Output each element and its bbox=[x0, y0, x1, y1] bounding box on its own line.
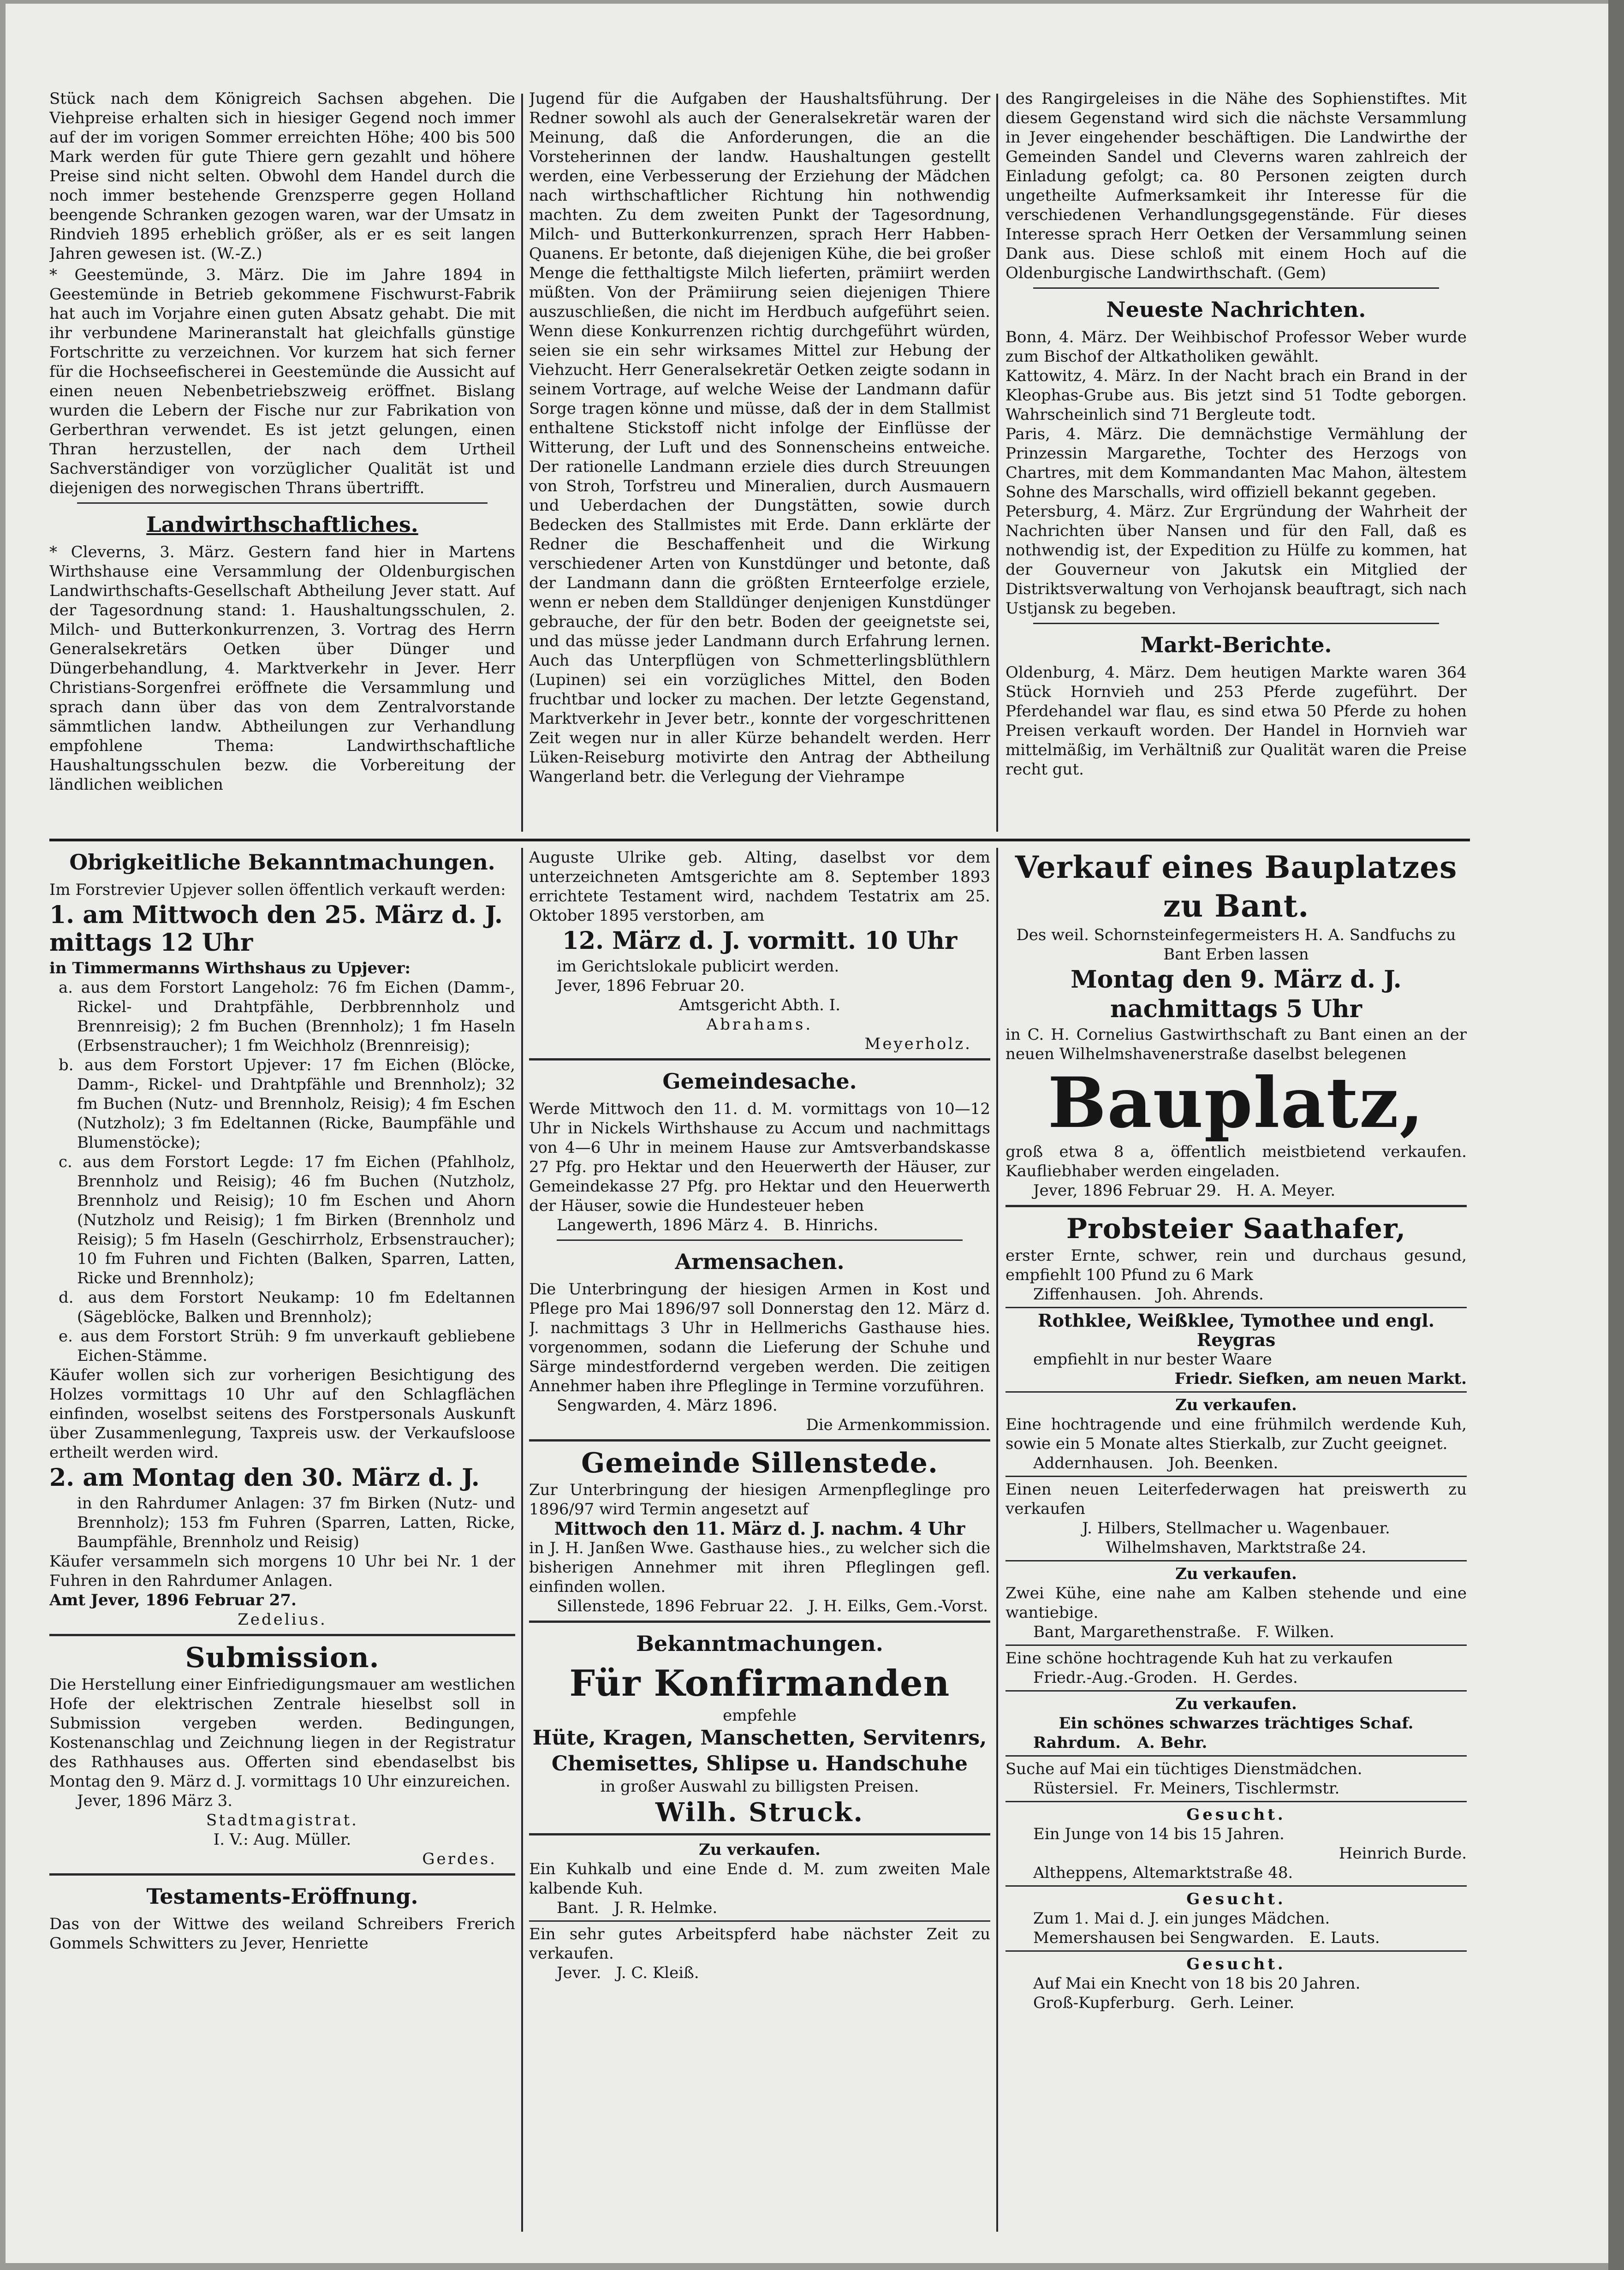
zu-verkaufen-title: Zu verkaufen. bbox=[699, 1841, 821, 1859]
konfirmanden-title: Für Konfirmanden bbox=[569, 1662, 950, 1704]
schoene-kuh-sig: Friedr.-Aug.-Groden. H. Gerdes. bbox=[1033, 1668, 1298, 1687]
testament-date: 12. März d. J. vormitt. 10 Uhr bbox=[562, 927, 958, 955]
divider bbox=[1005, 1950, 1467, 1952]
divider bbox=[1005, 1644, 1467, 1646]
auction-date-2: 2. am Montag den 30. März d. J. bbox=[49, 1464, 480, 1492]
zu-verkaufen-kuh-sig: Addernhausen. Joh. Beenken. bbox=[1033, 1454, 1279, 1472]
submission-sig-3: Gerdes. bbox=[422, 1850, 497, 1868]
amt-signature: Zedelius. bbox=[238, 1610, 327, 1629]
divider bbox=[529, 1920, 990, 1922]
top-column-2 bbox=[529, 89, 990, 832]
buyers-note-2: Käufer versammeln sich morgens 10 Uhr bei Nr. 1 der Fuhren in den Rahrdumer Anlagen. bbox=[49, 1552, 515, 1590]
testament-dated: Jever, 1896 Februar 20. bbox=[557, 977, 745, 995]
market-oldenburg: Oldenburg, 4. März. Dem heutigen Markte waren 364 Stück Hornvieh und 253 Pferde zugeführt. Der Pferdehandel war flau, es sind etwa 50 Pferde zu hohen Preisen verkauft worden. Der Handel in Hornvieh war mittelmäßig, im Verhältniß zur Qualität waren die Preise recht gut. bbox=[1005, 663, 1467, 779]
gesucht-3-title: Gesucht. bbox=[1186, 1955, 1286, 1973]
bottom-column-3 bbox=[1005, 848, 1467, 2241]
arbeitspferd-text: Ein sehr gutes Arbeitspferd habe nächster Zeit zu verkaufen. bbox=[529, 1925, 990, 1963]
bottom-column-1 bbox=[49, 848, 515, 2241]
rothklee-text: empfiehlt in nur bester Waare bbox=[1033, 1350, 1272, 1369]
divider bbox=[49, 1634, 515, 1636]
sillenstede-text-2: in J. H. Janßen Wwe. Gasthause hies., zu welcher sich die bisherigen Annehmer mit ihren Pfleglingen gefl. einfinden wollen. bbox=[529, 1539, 990, 1596]
leiterwagen-sig-1: J. Hilbers, Stellmacher u. Wagenbauer. bbox=[1082, 1519, 1390, 1537]
rothklee-sig: Friedr. Siefken, am neuen Markt. bbox=[1174, 1370, 1467, 1388]
testament-text: Das von der Wittwe des weiland Schreibers Frerich Gommels Schwitters zu Jever, Henriette bbox=[49, 1915, 515, 1953]
konfirmanden-empfehle: empfehle bbox=[723, 1706, 797, 1725]
sillenstede-sig: Sillenstede, 1896 Februar 22. J. H. Eilks, Gem.-Vorst. bbox=[557, 1597, 988, 1615]
article-cleverns: * Cleverns, 3. März. Gestern fand hier in Martens Wirthshause eine Versammlung der Oldenburgischen Landwirthschafts-Gesellschaft Abtheilung Jever statt. Auf der Tagesordnung stand: 1. Haushaltungsschulen, 2. Milch- und Butterkonkurrenzen, 3. Vortrag des Herrn Generalsekretärs Oetken über Dünger und Düngerbehandlung, 4. Marktverkehr in Jever. Herr Christians-Sorgenfrei eröffnete die Versammlung und sprach dann über das von dem Zentralvorstande sämmtlichen landw. Abtheilungen zur Verhandlung empfohlene Thema: Landwirthschaftliche Haushaltungsschulen bezw. die Vorbereitung der ländlichen weiblichen bbox=[49, 543, 515, 794]
divider bbox=[1005, 1755, 1467, 1757]
divider bbox=[1005, 1307, 1467, 1308]
bauplatz-date-1: Montag den 9. März d. J. bbox=[1071, 965, 1402, 994]
submission-sig-1: Stadtmagistrat. bbox=[206, 1811, 358, 1829]
gesucht-1-title: Gesucht. bbox=[1186, 1805, 1286, 1824]
gesucht-2-text: Zum 1. Mai d. J. ein junges Mädchen. bbox=[1033, 1909, 1330, 1928]
column-rule bbox=[996, 94, 998, 832]
gesucht-1-sig-2: Altheppens, Altemarktstraße 48. bbox=[1033, 1864, 1293, 1882]
column-rule bbox=[521, 848, 523, 2232]
bauplatz-date-2: nachmittags 5 Uhr bbox=[1110, 995, 1362, 1023]
divider bbox=[529, 1833, 990, 1835]
zu-verkaufen-kuh-text: Eine hochtragende und eine frühmilch werdende Kuh, sowie ein 5 Monate altes Stierkalb, zur Zucht geeignet. bbox=[1005, 1415, 1467, 1453]
news-paris: Paris, 4. März. Die demnächstige Vermählung der Prinzessin Margarethe, Tochter des Herzogs von Chartres, mit dem Kommandanten Mac Mahon, ältestem Sohne des Marschalls, wird offiziell bekannt gegeben. bbox=[1005, 425, 1467, 501]
armensachen-sig: Die Armenkommission. bbox=[806, 1416, 990, 1434]
konfirmanden-auswahl: in großer Auswahl zu billigsten Preisen. bbox=[600, 1777, 919, 1796]
gemeindesache-title: Gemeindesache. bbox=[662, 1069, 857, 1094]
testament-title: Testaments-Eröffnung. bbox=[146, 1884, 418, 1909]
testament-clerk: Meyerholz. bbox=[864, 1035, 972, 1053]
divider bbox=[529, 1621, 990, 1623]
sillenstede-title: Gemeinde Sillenstede. bbox=[581, 1447, 938, 1479]
section-separator bbox=[49, 839, 1470, 841]
article-viehpreise: Stück nach dem Königreich Sachsen abgehen. Die Viehpreise erhalten sich in hiesiger Gegend noch immer auf der im vorigen Sommer erreichten Höhe; 400 bis 500 Mark werden für gute Thiere gern gezahlt und höhere Preise sind nicht selten. Obwohl dem Handel durch die noch immer bestehende Grenzsperre gegen Holland beengende Schranken gezogen waren, war der Umsatz in Rindvieh 1895 erheblich größer, als er es seit langen Jahren gewesen ist. (W.-Z.) bbox=[49, 89, 515, 263]
divider bbox=[1005, 1560, 1467, 1561]
bottom-column-2 bbox=[529, 848, 990, 2241]
divider bbox=[1005, 1690, 1467, 1692]
section-neueste-nachrichten: Neueste Nachrichten. bbox=[1106, 297, 1366, 322]
zwei-kuehe-text: Zwei Kühe, eine nahe am Kalben stehende und eine wantiebige. bbox=[1005, 1584, 1467, 1622]
article-geestemuende: * Geestemünde, 3. März. Die im Jahre 1894 in Geestemünde in Betrieb gekommene Fischwurst-Fabrik hat auch im Vorjahre einen guten Absatz gehabt. Die mit ihr verbundene Marineranstalt hat gleichfalls günstige Fortschritte zu verzeichnen. Vor kurzem hat sich ferner für die Hochseefischerei in Geestemünde die Aussicht auf einen neuen Nebenbetriebszweig eröffnet. Bislang wurden die Lebern der Fische nur zur Fabrikation von Gerberthran verwendet. Es ist jetzt gelungen, einen Thran herzustellen, der nach dem Urtheil Sachverständiger von vorzüglicher Qualität ist und diejenigen des norwegischen Thrans übertrifft. bbox=[49, 266, 515, 497]
bauplatz-text-2: in C. H. Cornelius Gastwirthschaft zu Bant einen an der neuen Wilhelmshavenerstraße daselbst belegenen bbox=[1005, 1025, 1467, 1063]
armensachen-text: Die Unterbringung der hiesigen Armen in Kost und Pflege pro Mai 1896/97 soll Donnerstag den 12. März d. J. nachmittags 3 Uhr in Hellmerichs Gasthause hies. vorgenommen, sodann die Lieferung der Schuhe und Särge mindestfordernd vergeben werden. Die zeitigen Annehmer haben ihre Pfleglinge in Termine vorzuführen. bbox=[529, 1280, 990, 1395]
gesucht-3-text: Auf Mai ein Knecht von 18 bis 20 Jahren. bbox=[1033, 1974, 1361, 1993]
submission-text: Die Herstellung einer Einfriedigungsmauer am westlichen Hofe der elektrischen Zentrale hieselbst soll in Submission vergeben werden. Bedingungen, Kostenanschlag und Zeichnung liegen in der Registratur des Rathhauses aus. Offerten sind ebendaselbst bis Montag den 9. März d. J. vormittags 10 Uhr einzureichen. bbox=[49, 1675, 515, 1791]
divider bbox=[529, 1058, 990, 1061]
forest-item-b: b. aus dem Forstort Upjever: 17 fm Eichen (Blöcke, Damm-, Rickel- und Drahtpfähle und Brennholz); 32 fm Buchen (Nutz- und Brennholz, Reisig); 4 fm Eschen (Nutzholz); 3 fm Edeltannen (Ricke, Baumpfähle und Blumenstöcke); bbox=[59, 1056, 515, 1152]
forest-intro: Im Forstrevier Upjever sollen öffentlich verkauft werden: bbox=[49, 881, 506, 899]
gemeindesache-sig: Langewerth, 1896 März 4. B. Hinrichs. bbox=[557, 1216, 878, 1234]
konfirmanden-firm: Wilh. Struck. bbox=[655, 1797, 864, 1828]
article-cleverns-end: des Rangirgeleises in die Nähe des Sophienstiftes. Mit diesem Gegenstand wird sich die nächste Versammlung in Jever eingehender beschäftigen. Die Landwirthe der Gemeinden Sandel und Cleverns waren zahlreich der Einladung gefolgt; ca. 80 Personen zeigten durch ungetheilte Aufmerksamkeit ihr Interesse für die verschiedenen Verhandlungsgegenstände. Für dieses Interesse sprach Herr Oetken der Versammlung seinen Dank aus. Diese schloß mit einem Hoch auf die Oldenburgische Landwirthschaft. (Gem) bbox=[1005, 89, 1467, 282]
leiterwagen-sig-2: Wilhelmshaven, Marktstraße 24. bbox=[1106, 1538, 1367, 1557]
sillenstede-text-1: Zur Unterbringung der hiesigen Armenpfleglinge pro 1896/97 wird Termin angesetzt auf bbox=[529, 1481, 990, 1519]
bekanntmachungen-title: Bekanntmachungen. bbox=[636, 1631, 883, 1656]
sillenstede-date: Mittwoch den 11. März d. J. nachm. 4 Uhr bbox=[554, 1518, 965, 1539]
saathafer-sig: Ziffenhausen. Joh. Ahrends. bbox=[1033, 1285, 1264, 1304]
zu-verkaufen-kuh-title: Zu verkaufen. bbox=[1175, 1396, 1297, 1414]
zwei-kuehe-title: Zu verkaufen. bbox=[1175, 1565, 1297, 1583]
divider bbox=[1033, 287, 1439, 289]
divider bbox=[1005, 1476, 1467, 1477]
testament-continued: Auguste Ulrike geb. Alting, daselbst vor dem unterzeichneten Amtsgerichte am 8. September 1893 errichtete Testament wird, nachdem Testatrix am 25. Oktober 1895 verstorben, am bbox=[529, 848, 990, 925]
page-edge-shadow bbox=[1608, 0, 1624, 2270]
auction-date-1: 1. am Mittwoch den 25. März d. J. mittags 12 Uhr bbox=[49, 901, 503, 957]
gesucht-2-title: Gesucht. bbox=[1186, 1890, 1286, 1908]
arbeitspferd-sig: Jever. J. C. Kleiß. bbox=[557, 1964, 699, 1982]
divider bbox=[49, 1873, 515, 1876]
submission-sig-2: I. V.: Aug. Müller. bbox=[213, 1830, 351, 1849]
news-bonn: Bonn, 4. März. Der Weihbischof Professor Weber wurde zum Bischof der Altkatholiken gewählt. bbox=[1005, 328, 1467, 366]
newspaper-page bbox=[6, 4, 1608, 2263]
auction-items-2: in den Rahrdumer Anlagen: 37 fm Birken (Nutz- und Brennholz); 153 fm Fuhren (Sparren, Latten, Ricke, Baumpfähle, Brennholz und Reisig) bbox=[77, 1494, 515, 1551]
forest-item-c: c. aus dem Forstort Legde: 17 fm Eichen (Pfahlholz, Brennholz und Reisig); 46 fm Buchen (Nutzholz, Brennholz und Reisig); 10 fm Eschen und Ahorn (Nutzholz und Reisig); 1 fm Birken (Brennholz und Reisig); 5 fm Haseln (Geschirrholz, Erbsenstraucher); 10 fm Fuhren und Fichten (Balken, Sparren, Latten, Ricke und Brennholz); bbox=[59, 1153, 515, 1287]
forest-item-e: e. aus dem Forstort Strüh: 9 fm unverkauft gebliebene Eichen-Stämme. bbox=[59, 1327, 515, 1365]
testament-signer: Abrahams. bbox=[706, 1015, 813, 1034]
zu-verkaufen-sig: Bant. J. R. Helmke. bbox=[557, 1899, 718, 1917]
top-column-3 bbox=[1005, 89, 1467, 832]
gesucht-1-text: Ein Junge von 14 bis 15 Jahren. bbox=[1033, 1825, 1285, 1843]
schoene-kuh-text: Eine schöne hochtragende Kuh hat zu verkaufen bbox=[1005, 1649, 1393, 1668]
bauplatz-text-1: Des weil. Schornsteinfegermeisters H. A. Sandfuchs zu Bant Erben lassen bbox=[1016, 926, 1456, 964]
zu-verkaufen-text: Ein Kuhkalb und eine Ende d. M. zum zweiten Male kalbende Kuh. bbox=[529, 1860, 990, 1898]
gesucht-3-sig: Groß-Kupferburg. Gerh. Leiner. bbox=[1033, 1994, 1295, 2012]
armensachen-title: Armensachen. bbox=[675, 1249, 845, 1274]
testament-place: im Gerichtslokale publicirt werden. bbox=[557, 957, 839, 976]
bauplatz-text-3: groß etwa 8 a, öffentlich meistbietend verkaufen. Kaufliebhaber werden eingeladen. bbox=[1005, 1143, 1467, 1180]
konfirmanden-items: Hüte, Kragen, Manschetten, Servitenrs, Chemisettes, Shlipse u. Handschuhe bbox=[532, 1726, 987, 1775]
section-markt-berichte: Markt-Berichte. bbox=[1140, 632, 1332, 657]
divider bbox=[1005, 1205, 1467, 1207]
dienstmaedchen-text: Suche auf Mai ein tüchtiges Dienstmädchen. bbox=[1005, 1760, 1362, 1778]
column-rule bbox=[521, 94, 523, 832]
gesucht-1-sig-1: Heinrich Burde. bbox=[1338, 1844, 1467, 1863]
bauplatz-headline: Bauplatz, bbox=[1047, 1062, 1425, 1144]
bauplatz-title-2: zu Bant. bbox=[1163, 888, 1309, 924]
divider bbox=[1005, 1885, 1467, 1887]
section-landwirthschaftliches: Landwirthschaftliches. bbox=[146, 512, 418, 537]
testament-court: Amtsgericht Abth. I. bbox=[678, 996, 841, 1014]
official-notices-title: Obrigkeitliche Bekanntmachungen. bbox=[69, 850, 495, 875]
schaf-text: Ein schönes schwarzes trächtiges Schaf. bbox=[1059, 1714, 1414, 1733]
leiterwagen-text: Einen neuen Leiterfederwagen hat preiswerth zu verkaufen bbox=[1005, 1480, 1467, 1518]
forest-item-a: a. aus dem Forstort Langeholz: 76 fm Eichen (Damm-, Rickel- und Drahtpfähle, Derbbrennholz und Brennreisig); 2 fm Buchen (Brennholz); 1 fm Haseln (Erbsenstraucher); 1 fm Weichholz (Brennreisig); bbox=[59, 978, 515, 1055]
news-petersburg: Petersburg, 4. März. Zur Ergründung der Wahrheit der Nachrichten über Nansen und für den Fall, daß es nothwendig ist, der Expedition zu Hülfe zu kommen, hat der Gouverneur von Jakutsk ein Mitglied der Distriktsverwaltung von Verhojansk beauftragt, sich nach Ustjansk zu begeben. bbox=[1005, 502, 1467, 618]
armensachen-date: Sengwarden, 4. März 1896. bbox=[557, 1396, 778, 1415]
buyers-note-1: Käufer wollen sich zur vorherigen Besichtigung des Holzes vormittags 10 Uhr auf den Schlagflächen einfinden, woselbst seitens des Forstpersonals Auskunft über Zusammenlegung, Taxpreis usw. der Verkaufsloose ertheilt werden wird. bbox=[49, 1366, 515, 1462]
news-kattowitz: Kattowitz, 4. März. In der Nacht brach ein Brand in der Kleophas-Grube aus. Bis jetzt sind 51 Todte geborgen. Wahrscheinlich sind 71 Bergleute todt. bbox=[1005, 367, 1467, 424]
schaf-sig: Rahrdum. A. Behr. bbox=[1033, 1734, 1208, 1752]
divider bbox=[1033, 623, 1439, 624]
submission-date: Jever, 1896 März 3. bbox=[77, 1792, 233, 1810]
schaf-title: Zu verkaufen. bbox=[1175, 1695, 1297, 1713]
bauplatz-sig: Jever, 1896 Februar 29. H. A. Meyer. bbox=[1033, 1181, 1336, 1200]
divider bbox=[1005, 1391, 1467, 1393]
gemeindesache-text: Werde Mittwoch den 11. d. M. vormittags von 10—12 Uhr in Nickels Wirthshause zu Accum und nachmittags von 4—6 Uhr in meinem Hause zur Amtsverbandskasse 27 Pfg. pro Hektar und den Heuerwerth der Häuser, zur Gemeindekasse 27 Pfg. pro Hektar und den Heuerwerth der Häuser, sowie die Hundesteuer heben bbox=[529, 1100, 990, 1215]
zwei-kuehe-sig: Bant, Margarethenstraße. F. Wilken. bbox=[1033, 1623, 1334, 1641]
column-rule bbox=[996, 848, 998, 2232]
forest-item-d: d. aus dem Forstort Neukamp: 10 fm Edeltannen (Sägeblöcke, Balken und Brennholz); bbox=[59, 1288, 515, 1326]
auction-place-1: in Timmermanns Wirthshaus zu Upjever: bbox=[49, 959, 411, 977]
amt-date: Amt Jever, 1896 Februar 27. bbox=[49, 1591, 297, 1609]
saathafer-title: Probsteier Saathafer, bbox=[1066, 1213, 1406, 1245]
divider bbox=[77, 502, 488, 504]
divider bbox=[557, 1239, 963, 1241]
saathafer-text: erster Ernte, schwer, rein und durchaus gesund, empfiehlt 100 Pfund zu 6 Mark bbox=[1005, 1246, 1467, 1284]
top-column-1 bbox=[49, 89, 515, 832]
submission-title: Submission. bbox=[185, 1642, 380, 1674]
article-cleverns-continued: Jugend für die Aufgaben der Haushaltsführung. Der Redner sowohl als auch der Generalsekretär waren der Meinung, daß die Anforderungen, die an die Vorsteherinnen der landw. Haushaltungen gestellt werden, eine Verbesserung der Erziehung der Mädchen nach wirthschaftlicher Richtung hin nothwendig machten. Zu dem zweiten Punkt der Tagesordnung, Milch- und Butterkonkurrenzen, sprach Herr Habben-Quanens. Er betonte, daß diejenigen Kühe, die bei großer Menge die fetthaltigste Milch lieferten, prämiirt werden müßten. Von der Prämiirung seien diejenigen Thiere auszuschließen, die nicht im Herdbuch aufgeführt seien. Wenn diese Konkurrenzen richtig durchgeführt würden, seien sie ein sehr wirksames Mittel zur Hebung der Viehzucht. Herr Generalsekretär Oetken zeigte sodann in seinem Vortrage, auf welche Weise der Landmann dafür Sorge tragen könne und müsse, daß der in dem Stallmist enthaltene Stickstoff nicht infolge der Einflüsse der Witterung, der Luft und des Sonnenscheins entweiche. Der rationelle Landmann erziele dies durch Streuungen von Stroh, Torfstreu und Mineralien, durch Ausmauern und Ueberdachen der Dungstätten, sowie durch Bedecken des Stallmistes mit Erde. Dann erklärte der Redner die Beschaffenheit und die Wirkung verschiedener Arten von Kunstdünger und betonte, daß der Landmann dann die größten Ernteerfolge erziele, wenn er neben dem Stalldünger denjenigen Kunstdünger gebrauche, der für den betr. Boden der geeignetste sei, und das müsse jeder Landmann durch Erfahrung lernen. Auch das Unterpflügen von Schmetterlingsblüthlern (Lupinen) sei ein vorzügliches Mittel, den Boden fruchtbar und locker zu machen. Der letzte Gegenstand, Marktverkehr in Jever betr., konnte der vorgeschrittenen Zeit wegen nur in aller Kürze behandelt werden. Herr Lüken-Reiseburg motivirte den Antrag der Abtheilung Wangerland betr. die Verlegung der Viehrampe bbox=[529, 89, 990, 786]
gesucht-2-sig: Memershausen bei Sengwarden. E. Lauts. bbox=[1033, 1929, 1380, 1947]
divider bbox=[529, 1439, 990, 1442]
rothklee-title: Rothklee, Weißklee, Tymothee und engl. Reygras bbox=[1038, 1310, 1434, 1350]
divider bbox=[1005, 1801, 1467, 1802]
dienstmaedchen-sig: Rüstersiel. Fr. Meiners, Tischlermstr. bbox=[1033, 1779, 1340, 1798]
bauplatz-title-1: Verkauf eines Bauplatzes bbox=[1015, 849, 1457, 885]
